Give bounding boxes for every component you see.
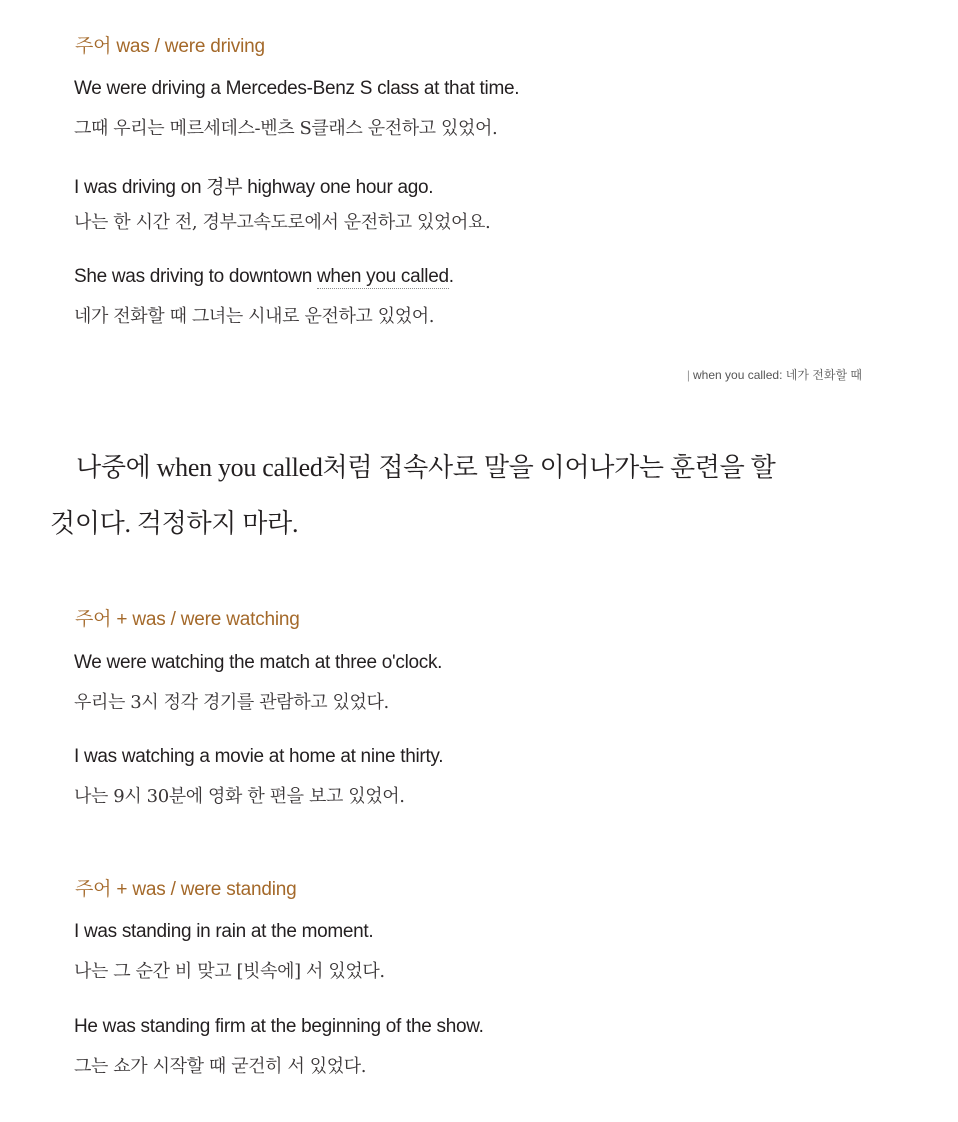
example-korean: 나는 9시 30분에 영화 한 편을 보고 있었어. xyxy=(74,786,405,807)
underlined-phrase: when you called xyxy=(316,266,449,287)
example-korean: 우리는 3시 정각 경기를 관람하고 있었다. xyxy=(74,692,389,713)
example-english xyxy=(74,266,454,288)
section-heading: 주어 + was / were watching xyxy=(75,609,300,630)
note-meaning: 네가 전화할 때 xyxy=(785,368,862,382)
note-separator: : xyxy=(779,368,783,382)
note-term: when you called xyxy=(693,368,780,382)
example-english: I was watching a movie at home at nine thirty. xyxy=(74,746,444,767)
example-english: I was standing in rain at the moment. xyxy=(74,921,374,942)
example-english: I was driving on 경부 highway one hour ago. xyxy=(74,177,434,198)
section-heading: 주어 was / were driving xyxy=(75,36,265,57)
example-english: We were watching the match at three o'clock. xyxy=(74,652,443,673)
example-korean: 그는 쇼가 시작할 때 굳건히 서 있었다. xyxy=(74,1056,367,1077)
vocab-note xyxy=(687,366,862,383)
body-paragraph-line: 것이다. 걱정하지 마라. xyxy=(50,509,299,538)
example-korean: 그때 우리는 메르세데스-벤츠 S클래스 운전하고 있었어. xyxy=(74,118,498,139)
body-paragraph-line: 나중에 when you called처럼 접속사로 말을 이어나가는 훈련을 할 xyxy=(76,453,776,482)
section-heading: 주어 + was / were standing xyxy=(75,879,297,900)
example-english-punct: . xyxy=(448,266,454,287)
example-korean: 나는 그 순간 비 맞고 [빗속에] 서 있었다. xyxy=(74,961,385,982)
example-korean: 네가 전화할 때 그녀는 시내로 운전하고 있었어. xyxy=(74,306,435,327)
example-english: We were driving a Mercedes-Benz S class at that time. xyxy=(74,78,520,99)
example-english-text: She was driving to downtown xyxy=(74,266,317,287)
example-korean: 나는 한 시간 전, 경부고속도로에서 운전하고 있었어요. xyxy=(74,212,491,233)
note-marker: | xyxy=(686,368,691,382)
example-english: He was standing firm at the beginning of the show. xyxy=(74,1016,484,1037)
body-paragraph xyxy=(50,440,870,552)
